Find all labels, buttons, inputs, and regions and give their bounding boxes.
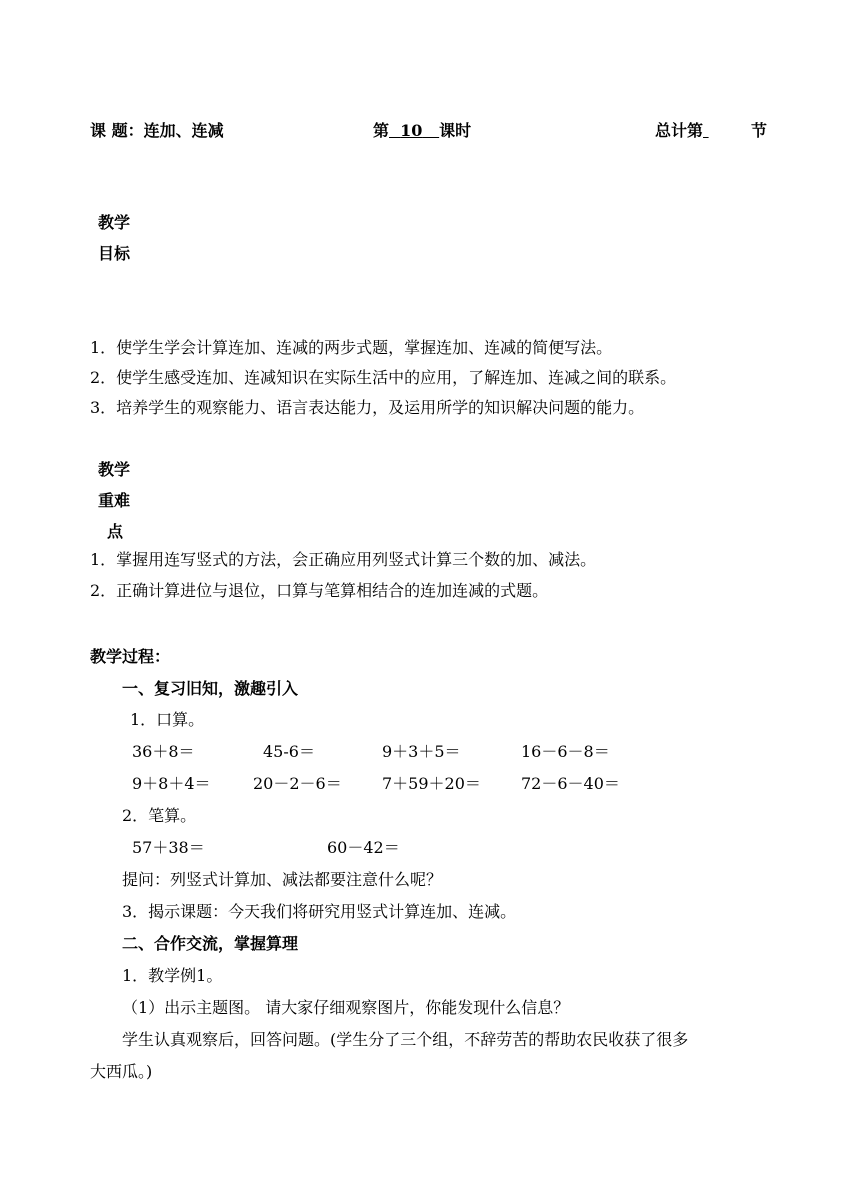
objective-item-3: 3．培养学生的观察能力、语言表达能力，及运用所学的知识解决问题的能力。 [90,398,645,417]
oral-problem: 16－6－8＝ [521,742,610,761]
objective-item-1: 1．使学生学会计算连加、连减的两步式题，掌握连加、连减的简便写法。 [90,338,613,357]
lesson-number-line [373,121,471,140]
lesson-prefix: 第 [373,121,390,140]
section2-paragraph-line1: 学生认真观察后，回答问题。(学生分了三个组，不辞劳苦的帮助农民收获了很多 [122,1030,689,1049]
oral-problem: 9＋3＋5＝ [382,742,461,761]
total-suffix: 节 [751,121,768,140]
keypoints-label-1: 教学 [98,460,131,479]
objectives-label-2: 目标 [98,244,131,263]
section2-paragraph-line2: 大西瓜。) [90,1062,153,1081]
section2-sub1: （1）出示主题图。 请大家仔细观察图片，你能发现什么信息？ [122,998,570,1017]
section2-title: 二、合作交流，掌握算理 [122,934,299,953]
total-prefix: 总计第 [655,121,704,140]
topic-label: 课 题： [90,121,144,140]
section1-title: 一、复习旧知，激趣引入 [122,679,299,698]
topic-line [90,121,224,140]
objective-item-2: 2．使学生感受连加、连减知识在实际生活中的应用，了解连加、连减之间的联系。 [90,368,677,387]
keypoint-item-2: 2．正确计算进位与退位，口算与笔算相结合的连加连减的式题。 [90,581,549,600]
lesson-number: 10 [400,121,423,140]
objectives-label-1: 教学 [98,213,131,232]
section2-item1: 1．教学例1。 [122,966,223,985]
section1-question: 提问：列竖式计算加、减法都要注意什么呢？ [122,870,443,889]
written-problem: 60－42＝ [327,838,400,857]
oral-problem: 7＋59＋20＝ [382,774,481,793]
keypoints-label-3: 点 [107,522,124,541]
section1-item1: 1．口算。 [130,710,205,729]
oral-problem: 20－2－6＝ [253,774,342,793]
oral-problem: 36＋8＝ [132,742,195,761]
oral-problem: 45-6＝ [263,742,315,761]
topic-title: 连加、连减 [143,121,224,140]
keypoint-item-1: 1．掌握用连写竖式的方法，会正确应用列竖式计算三个数的加、减法。 [90,550,597,569]
written-problem: 57＋38＝ [132,838,205,857]
process-heading: 教学过程： [90,647,171,666]
section1-item3: 3．揭示课题：今天我们将研究用竖式计算连加、连减。 [122,902,517,921]
oral-problem: 72－6－40＝ [521,774,620,793]
lesson-suffix: 课时 [439,121,472,140]
section1-item2: 2．笔算。 [122,806,197,825]
oral-problem: 9＋8＋4＝ [132,774,211,793]
total-blank [703,121,751,140]
total-line [655,121,767,140]
keypoints-label-2: 重难 [98,491,131,510]
